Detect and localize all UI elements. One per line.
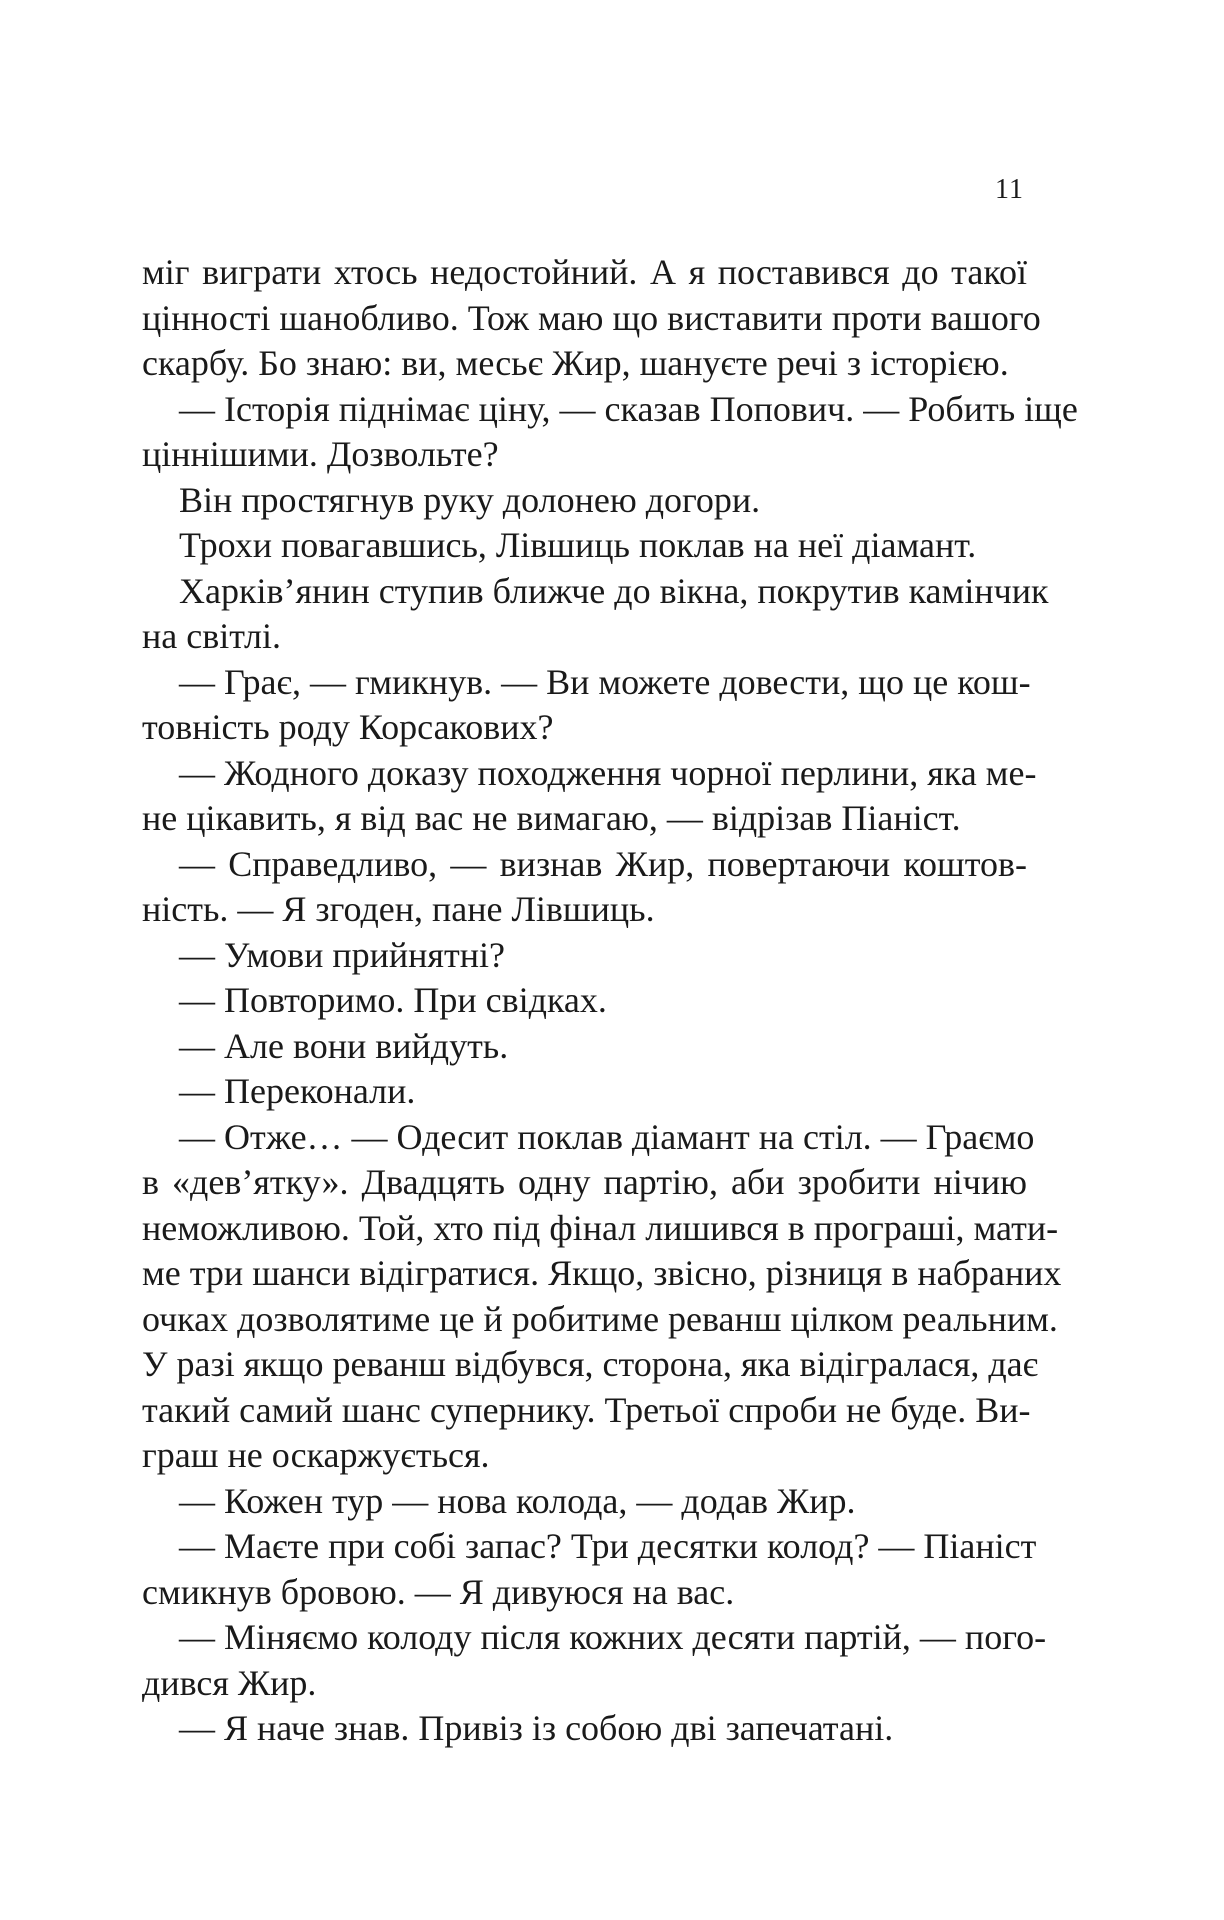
text-line: Він простягнув руку долонею догори.	[179, 479, 761, 520]
text-line: Трохи повагавшись, Лівшиць поклав на неї діамант.	[179, 525, 977, 565]
text-line: — Але вони вийдуть.	[179, 1025, 509, 1066]
text-line: — Умови прийнятні?	[179, 934, 505, 975]
text-line: — Переконали.	[179, 1071, 416, 1111]
body-text	[142, 250, 1078, 1752]
text-line: — Отже… — Одесит поклав діамант на стіл. — Граємо	[179, 1116, 1035, 1157]
text-line: — Кожен тур — нова колода, — додав Жир.	[179, 1480, 856, 1521]
text-line: скарбу. Бо знаю: ви, месьє Жир, шануєте речі з історією.	[142, 343, 1009, 383]
text-line: в «дев’ятку». Двадцять одну партію, аби зробити нічию	[142, 1162, 1027, 1202]
text-line: — Жодного доказу походження чорної перлини, яка ме-	[179, 752, 1037, 793]
text-line: — Я наче знав. Привіз із собою дві запечатані.	[179, 1708, 894, 1748]
text-line: смикнув бровою. — Я дивуюся на вас.	[142, 1571, 735, 1612]
text-line: товність роду Корсакових?	[142, 707, 554, 747]
text-line: Харків’янин ступив ближче до вікна, покрутив камінчик	[179, 570, 1049, 611]
text-line: ність. — Я згоден, пане Лівшиць.	[142, 889, 655, 929]
text-line: на світлі.	[142, 616, 282, 656]
text-line: очках дозволятиме це й робитиме реванш цілком реальним.	[142, 1298, 1058, 1339]
text-line: — Маєте при собі запас? Три десятки колод? — Піаніст	[179, 1526, 1037, 1566]
text-line: дився Жир.	[142, 1662, 317, 1703]
text-line: — Повторимо. При свідках.	[179, 980, 607, 1020]
text-line: — Справедливо, — визнав Жир, повертаючи коштов-	[179, 843, 1027, 884]
text-line: ціннішими. Дозвольте?	[142, 434, 499, 474]
text-line: У разі якщо реванш відбувся, сторона, яка відігралася, дає	[142, 1344, 1039, 1384]
text-line: — Грає, — гмикнув. — Ви можете довести, що це кош-	[179, 661, 1031, 702]
page-number: 11	[995, 174, 1024, 205]
text-line: цінності шанобливо. Тож маю що виставити проти вашого	[142, 297, 1041, 338]
text-line: — Міняємо колоду після кожних десяти партій, — пого-	[179, 1617, 1047, 1657]
text-line: граш не оскаржується.	[142, 1435, 490, 1475]
text-line: не цікавить, я від вас не вимагаю, — відрізав Піаніст.	[142, 798, 961, 838]
text-line: — Історія піднімає ціну, — сказав Попович. — Робить іще	[179, 388, 1078, 429]
text-line: неможливою. Той, хто під фінал лишився в програші, мати-	[142, 1207, 1059, 1248]
text-line: такий самий шанс супернику. Третьої спроби не буде. Ви-	[142, 1389, 1031, 1430]
text-line: ме три шанси відігратися. Якщо, звісно, різниця в набраних	[142, 1253, 1062, 1293]
text-line: міг виграти хтось недостойний. А я поставився до такої	[142, 252, 1027, 292]
